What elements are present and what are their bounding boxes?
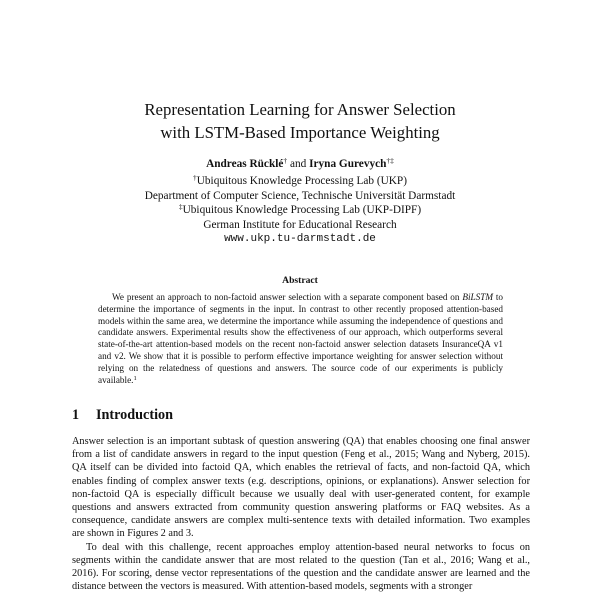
body-paragraph: To deal with this challenge, recent approaches employ attention-based neural networks to focus on segments within the candidate answer that are most related to the question (Tan et al., 2016; Wang et al., 2016). For scoring, dense vector representations of the question and the candidate answer are learned and the distance between the vectors is measured. With attention-based models, segments with a stronger — [72, 541, 530, 593]
affiliation-mark: ‡ — [178, 202, 183, 212]
author-list — [0, 157, 600, 171]
abstract-text — [98, 292, 503, 386]
author-affiliation-mark: †‡ — [386, 156, 394, 165]
title-line-1: Representation Learning for Answer Selection — [144, 100, 456, 119]
author-conjunction: and — [289, 158, 307, 170]
author-affiliation-mark: † — [283, 156, 288, 165]
affiliation-text: Ubiquitous Knowledge Processing Lab (UKP) — [196, 175, 407, 187]
affiliation-line — [0, 203, 600, 218]
affiliation-mark: † — [193, 173, 197, 182]
affiliation-line: German Institute for Educational Research — [203, 218, 397, 231]
affiliation-line — [0, 174, 600, 189]
affiliation-line: Department of Computer Science, Technische Universität Darmstadt — [144, 189, 456, 202]
body-text — [72, 435, 530, 593]
author-name: Andreas Rücklé — [206, 158, 284, 170]
affiliation-text: Ubiquitous Knowledge Processing Lab (UKP-DIPF) — [182, 204, 422, 217]
body-paragraph: Answer selection is an important subtask of question answering (QA) that enables choosing one final answer from a list of candidate answers in regard to the input question (Feng et al., 2015; Wang and Nyberg, 2015). QA itself can be divided into factoid QA, which enables the retrieval of facts, and non-factoid QA, which enables finding of complex answer texts (e.g. descriptions, opinions, or explanations). Answer selection for non-factoid QA is especially difficult because we usually deal with user-generated content, for example questions and answers extracted from community question answering platforms or FAQ websites. As a consequence, candidate answers are complex multi-sentence texts with detailed information. Two examples are shown in Figures 2 and 3. — [72, 436, 530, 540]
lab-url[interactable]: www.ukp.tu-darmstadt.de — [224, 233, 376, 246]
model-name: BiLSTM — [462, 292, 493, 302]
section-number: 1 — [72, 407, 80, 423]
paper-title — [0, 98, 600, 144]
abstract-part: to determine the importance of segments in the input. In contrast to other recently proposed attention-based models within the same area, we determine the importance while assuming the independence of questions and candidate answers. Experimental results show the effectiveness of our approach, which outperforms several state-of-the-art attention-based models on the recent non-factoid answer selection datasets InsuranceQA v1 and v2. We show that it is possible to perform effective importance weighting for answer selection without relying on the relatedness of questions and answers. The source code of our experiments is publicly available. — [98, 292, 503, 385]
section-title: Introduction — [96, 407, 173, 423]
footnote-mark[interactable]: 1 — [133, 374, 137, 382]
title-line-2: with LSTM-Based Importance Weighting — [160, 123, 440, 142]
abstract-heading: Abstract — [282, 275, 318, 286]
affiliation-block — [0, 174, 600, 247]
section-heading — [72, 407, 532, 424]
abstract-part: We present an approach to non-factoid answer selection with a separate component based on — [112, 292, 463, 302]
author-name: Iryna Gurevych — [309, 158, 387, 170]
